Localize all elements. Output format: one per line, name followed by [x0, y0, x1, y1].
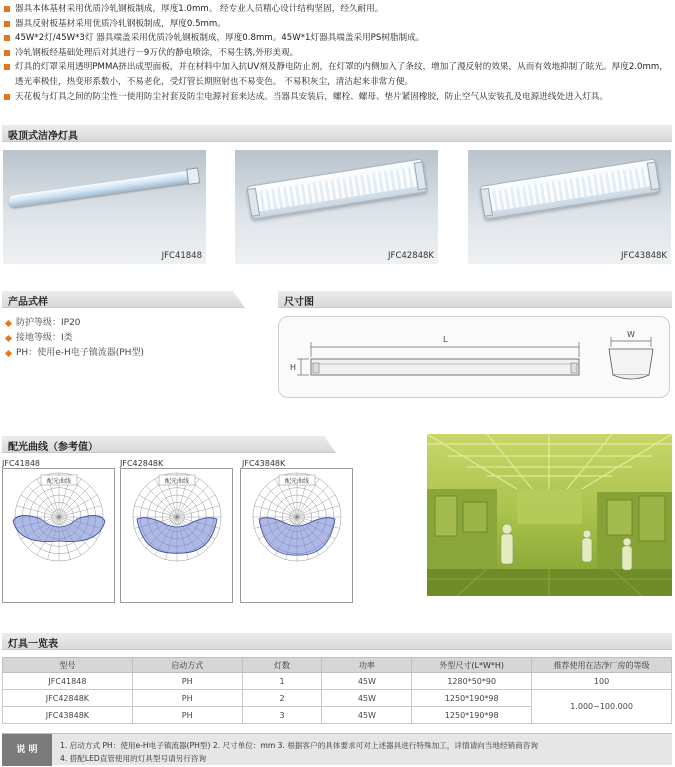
bullet-square-icon [4, 94, 10, 100]
section-title: 配光曲线（参考值） [8, 442, 98, 453]
section-bar-ceiling [2, 125, 672, 142]
notes-line: 4. 搭配LED直管使用的灯具型号请另行咨询 [60, 754, 207, 763]
lamp-code: JFC42848K [388, 251, 434, 261]
table-cell: 1250*190*98 [412, 690, 532, 707]
table-cell: PH [132, 690, 242, 707]
curve-code: JFC42848K [120, 459, 164, 468]
table-cell: 45W [322, 673, 412, 690]
lamp-code: JFC41848 [161, 251, 202, 261]
table-cell: 1250*190*98 [412, 707, 532, 724]
dim-l-label: L [443, 335, 448, 344]
table-cell: JFC43848K [3, 707, 133, 724]
dim-w-label: W [627, 330, 635, 339]
table-header: 型号 [3, 658, 133, 673]
single-tube-lamp-image [8, 170, 196, 208]
table-cell: 3 [242, 707, 322, 724]
lamp-table [2, 657, 672, 724]
table-cell: PH [132, 707, 242, 724]
curve-tag-label: 配光曲线 [284, 478, 310, 485]
curve-tag-label: 配光曲线 [46, 478, 72, 485]
bullet-diamond-icon [5, 350, 12, 357]
bullet-square-icon [4, 6, 10, 12]
feature-item: 冷轧钢板经基础处理后对其进行－9万伏的静电喷涂，不易生锈,外形美观。 [4, 46, 672, 61]
bullet-square-icon [4, 50, 10, 56]
polar-chart-1 [2, 468, 115, 603]
table-cell: 1 [242, 673, 322, 690]
table-row [3, 673, 672, 690]
section-title: 尺寸图 [284, 297, 314, 308]
table-header: 启动方式 [132, 658, 242, 673]
section-title: 产品式样 [8, 297, 48, 308]
triple-tube-lamp-image [479, 158, 660, 219]
table-cell: JFC41848 [3, 673, 133, 690]
style-item: 接地等级：I类 [6, 331, 144, 346]
section-bar-dimension [278, 291, 672, 308]
cleanroom-image [427, 434, 672, 596]
curve-tag-label: 配光曲线 [164, 478, 190, 485]
feature-item: 灯具的灯罩采用透明PMMA挤出成型面板，并在材料中加入抗UV剂及静电防止剂，在灯罩的内侧加入了条纹，增加了漫反射的效果，从而有效地抑制了眩光。厚度2.0mm，透光率极佳，热变形系数小，不易老化，受灯管长期照射也不易变色。 不易积灰尘，清洁起来非常方便。 [4, 60, 672, 89]
bullet-diamond-icon [5, 320, 12, 327]
table-cell: 2 [242, 690, 322, 707]
lamp-code: JFC43848K [621, 251, 667, 261]
lamp-photo-3 [468, 150, 671, 264]
table-cell: 45W [322, 690, 412, 707]
table-cell: 1.000~100.000 [532, 690, 672, 724]
feature-list [4, 2, 672, 104]
table-cell: JFC42848K [3, 690, 133, 707]
feature-item: 器具反射板基材采用优质冷轧钢板制成，厚度0.5mm。 [4, 17, 672, 32]
style-item: PH：使用e-H电子镇流器(PH型) [6, 346, 144, 361]
section-title: 吸顶式洁净灯具 [8, 131, 78, 142]
dim-h-label: H [290, 363, 297, 372]
lamp-photo-2 [235, 150, 438, 264]
table-header: 功率 [322, 658, 412, 673]
notes-box [2, 733, 672, 765]
feature-item: 器具本体基材采用优质冷轧钢板制成，厚度1.0mm。 经专业人员精心设计结构坚固，经久耐用。 [4, 2, 672, 17]
cleanroom-photo [427, 434, 672, 596]
table-cell: 1280*50*90 [412, 673, 532, 690]
section-bar-style [2, 291, 245, 308]
style-list [6, 316, 144, 361]
bullet-diamond-icon [5, 335, 12, 342]
style-item: 防护等级：IP20 [6, 316, 144, 331]
lamp-photo-1 [3, 150, 206, 264]
feature-item: 45W*2灯/45W*3灯 器具端盖采用优质冷轧钢板制成，厚度0.8mm。45W*1灯器具端盖采用PS树脂制成。 [4, 31, 672, 46]
notes-line: 1. 启动方式 PH：使用e-H电子镇流器(PH型) 2. 尺寸单位：mm 3. 根据客户的具体要求可对上述器具进行特殊加工，详情请向当地经销商咨询 [60, 741, 538, 750]
table-cell: 100 [532, 673, 672, 690]
table-header: 推荐使用在洁净厂房的等级 [532, 658, 672, 673]
notes-label: 说 明 [2, 734, 52, 766]
table-header: 外型尺寸(L*W*H) [412, 658, 532, 673]
bullet-square-icon [4, 64, 10, 70]
section-title: 灯具一览表 [8, 639, 58, 650]
polar-chart-3 [240, 468, 353, 603]
bullet-square-icon [4, 21, 10, 27]
table-row [3, 690, 672, 707]
feature-item: 天花板与灯具之间的防尘性一使用防尘衬套及防尘电源衬套来达成。当器具安装后，螺栓、螺母、垫片紧固橡胶，防止空气从安装孔及电源进线处进入灯具。 [4, 90, 672, 105]
table-cell: 45W [322, 707, 412, 724]
double-tube-lamp-image [246, 158, 427, 219]
table-header-row [3, 658, 672, 673]
dimension-svg [279, 317, 671, 399]
curve-code: JFC41848 [2, 459, 40, 468]
dimension-drawing [278, 316, 670, 398]
polar-chart-2 [120, 468, 233, 603]
curve-code: JFC43848K [242, 459, 286, 468]
section-bar-light [2, 436, 336, 453]
bullet-square-icon [4, 35, 10, 41]
table-cell: PH [132, 673, 242, 690]
table-header: 灯数 [242, 658, 322, 673]
section-bar-list [2, 633, 672, 650]
